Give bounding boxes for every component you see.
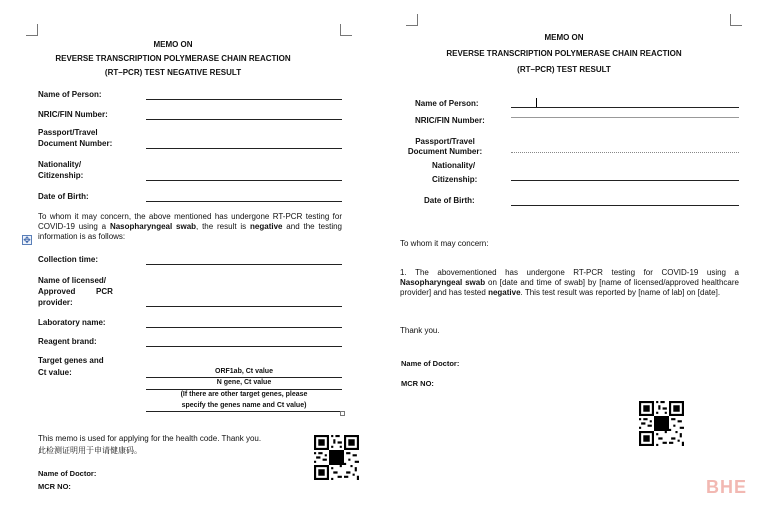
label-passport-line-2: Document Number: (38, 139, 113, 148)
label-passport-line-1: Passport/Travel (415, 137, 475, 146)
watermark-logo: BHE (706, 477, 748, 497)
field-name-of-person[interactable] (511, 107, 739, 108)
footer-english: This memo is used for applying for the health code. Thank you. (38, 434, 262, 443)
table-resize-handle[interactable] (340, 411, 345, 416)
label-provider-line-2b: PCR (96, 287, 113, 296)
label-name-of-person: Name of Person: (415, 99, 479, 108)
text-cursor (536, 98, 537, 107)
label-nationality-line-1: Nationality/ (38, 160, 82, 169)
memo-title-line-3: (RT–PCR) TEST NEGATIVE RESULT (104, 68, 242, 77)
crop-mark-top-left (406, 14, 418, 26)
label-reagent-brand: Reagent brand: (38, 337, 97, 346)
memo-title-line-2: REVERSE TRANSCRIPTION POLYMERASE CHAIN REACTION (55, 54, 291, 63)
memo-title-line-3: (RT–PCR) TEST RESULT (517, 65, 611, 74)
field-collection-time[interactable] (146, 264, 342, 265)
label-passport-line-2: Document Number: (407, 147, 483, 156)
label-name-of-person: Name of Person: (38, 90, 102, 99)
label-target-genes-line-1: Target genes and (38, 356, 104, 365)
field-laboratory-name[interactable] (146, 327, 342, 328)
memo-page-result (389, 0, 777, 516)
field-date-of-birth[interactable] (146, 201, 342, 202)
label-collection-time: Collection time: (38, 255, 99, 264)
field-date-of-birth[interactable] (511, 205, 739, 206)
label-mcr-no: MCR NO: (38, 482, 71, 491)
label-nric: NRIC/FIN Number: (415, 116, 485, 125)
field-provider[interactable] (146, 306, 342, 307)
memo-page-negative (0, 0, 388, 516)
field-nric[interactable] (511, 117, 739, 118)
label-nationality-line-1: Nationality/ (432, 161, 476, 170)
field-nric[interactable] (146, 119, 342, 120)
gene-row-note-line-2: specify the genes name and Ct value) (181, 402, 307, 409)
field-passport[interactable] (146, 148, 342, 149)
qr-code-icon (314, 435, 359, 480)
table-move-icon[interactable]: ✥ (23, 235, 31, 245)
label-provider-line-3: provider: (38, 298, 73, 307)
crop-mark-top-left (26, 24, 38, 36)
field-nationality[interactable] (511, 180, 739, 181)
gene-row-n-gene: N gene, Ct value (216, 379, 272, 386)
field-reagent-brand[interactable] (146, 346, 342, 347)
body-paragraph: 1. The abovementioned has undergone RT-PCR testing for COVID-19 using a Nasopharyngeal swab on [date and time of swab] by [name of licensed/approved healthcare provider] and has tested negative. This test result was reported by [name of lab] on [date]. (400, 268, 739, 297)
gene-row-orf1ab: ORF1ab, Ct value (215, 368, 273, 375)
memo-title-line-1: MEMO ON (153, 40, 193, 49)
gene-row-divider (146, 411, 342, 412)
intro-paragraph: To whom it may concern, the above mentioned has undergone RT-PCR testing for COVID-19 using a Nasopharyngeal swab, the result is negative and the testing information is as follows: (38, 212, 342, 241)
footer-chinese: 此检测证明用于申请健康码。 (38, 446, 142, 455)
gene-row-note-line-1: (If there are other target genes, please (180, 391, 308, 398)
salutation: To whom it may concern: (400, 239, 489, 248)
label-name-of-doctor: Name of Doctor: (401, 359, 460, 368)
label-target-genes-line-2: Ct value: (38, 368, 72, 377)
label-date-of-birth: Date of Birth: (38, 192, 89, 201)
label-passport-line-1: Passport/Travel (38, 128, 98, 137)
label-provider-line-2a: Approved (38, 287, 76, 296)
label-nationality-line-2: Citizenship: (432, 175, 478, 184)
field-passport[interactable] (511, 152, 739, 153)
label-nationality-line-2: Citizenship: (38, 171, 84, 180)
crop-mark-top-right (730, 14, 742, 26)
label-provider-line-1: Name of licensed/ (38, 276, 107, 285)
label-name-of-doctor: Name of Doctor: (38, 469, 97, 478)
field-name-of-person[interactable] (146, 99, 342, 100)
field-nationality[interactable] (146, 180, 342, 181)
label-nric: NRIC/FIN Number: (38, 110, 108, 119)
label-date-of-birth: Date of Birth: (424, 196, 475, 205)
memo-title-line-2: REVERSE TRANSCRIPTION POLYMERASE CHAIN REACTION (446, 49, 682, 58)
qr-code-icon (639, 401, 684, 446)
memo-title-line-1: MEMO ON (544, 33, 584, 42)
label-mcr-no: MCR NO: (401, 379, 434, 388)
label-laboratory-name: Laboratory name: (38, 318, 106, 327)
thank-you-text: Thank you. (400, 326, 440, 335)
crop-mark-top-right (340, 24, 352, 36)
